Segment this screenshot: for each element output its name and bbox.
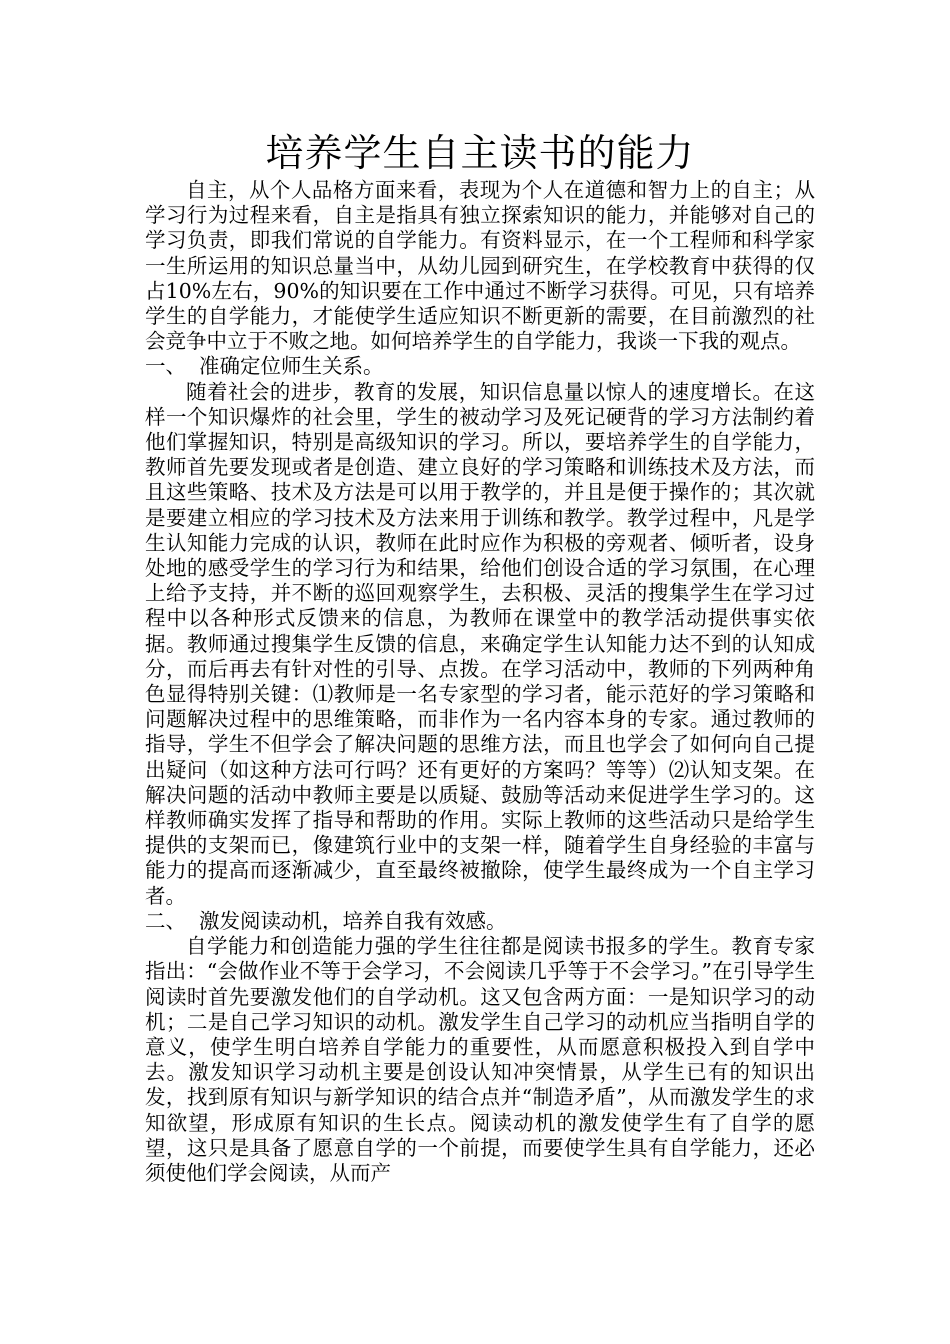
section-1-heading: 一、 准确定位师生关系。: [145, 354, 384, 379]
section-1-paragraph: 随着社会的进步，教育的发展，知识信息量以惊人的速度增长。在这样一个知识爆炸的社会里，学生的被动学习及死记硬背的学习方法制约着他们掌握知识，特别是高级知识的学习。所以，要培养学生的自学能力，教师首先要发现或者是创造、建立良好的学习策略和训练技术及方法，而且这些策略、技术及方法是可以用于教学的，并且是便于操作的；其次就是要建立相应的学习技术及方法来用于训练和教学。教学过程中，凡是学生认知能力完成的认识，教师在此时应作为积极的旁观者、倾听者，设身处地的感受学生的学习行为和结果，给他们创设合适的学习氛围，在心理上给予支持，并不断的巡回观察学生，去积极、灵活的搜集学生在学习过程中以各种形式反馈来的信息，为教师在课堂中的教学活动提供事实依据。教师通过搜集学生反馈的信息，来确定学生认知能力达不到的认知成分，而后再去有针对性的引导、点拨。在学习活动中，教师的下列两种角色显得特别关键：⑴教师是一名专家型的学习者，能示范好的学习策略和问题解决过程中的思维策略，而非作为一名内容本身的专家。通过教师的指导，学生不但学会了解决问题的思维方法，而且也学会了如何向自己提出疑问（如这种方法可行吗？还有更好的方案吗？等等）⑵认知支架。在解决问题的活动中教师主要是以质疑、鼓励等活动来促进学生学习的。这样教师确实发挥了指导和帮助的作用。实际上教师的这些活动只是给学生提供的支架而已，像建筑行业中的支架一样，随着学生自身经验的丰富与能力的提高而逐渐减少，直至最终被撤除，使学生最终成为一个自主学习者。: [145, 379, 815, 908]
document-page: [145, 128, 815, 1186]
section-2-paragraph: 自学能力和创造能力强的学生往往都是阅读书报多的学生。教育专家指出：“会做作业不等于会学习，不会阅读几乎等于不会学习。”在引导学生阅读时首先要激发他们的自学动机。这又包含两方面：一是知识学习的动机；二是自己学习知识的动机。激发学生自己学习的动机应当指明自学的意义，使学生明白培养自学能力的重要性，从而愿意积极投入到自学中去。激发知识学习动机主要是创设认知冲突情景，从学生已有的知识出发，找到原有知识与新学知识的结合点并“制造矛盾”，从而激发学生的求知欲望，形成原有知识的生长点。阅读动机的激发使学生有了自学的愿望，这只是具备了愿意自学的一个前提，而要使学生具有自学能力，还必须使他们学会阅读，从而产: [145, 934, 815, 1185]
document-title: 培养学生自主读书的能力: [265, 131, 695, 175]
intro-paragraph: 自主，从个人品格方面来看，表现为个人在道德和智力上的自主；从学习行为过程来看，自主是指具有独立探索知识的能力，并能够对自己的学习负责，即我们常说的自学能力。有资料显示，在一个工程师和科学家一生所运用的知识总量当中，从幼儿园到研究生，在学校教育中获得的仅占10%左右，90%的知识要在工作中通过不断学习获得。可见，只有培养学生的自学能力，才能使学生适应知识不断更新的需要，在目前激烈的社会竞争中立于不败之地。如何培养学生的自学能力，我谈一下我的观点。: [145, 178, 815, 354]
section-2-heading: 二、 激发阅读动机，培养自我有效感。: [145, 908, 507, 933]
